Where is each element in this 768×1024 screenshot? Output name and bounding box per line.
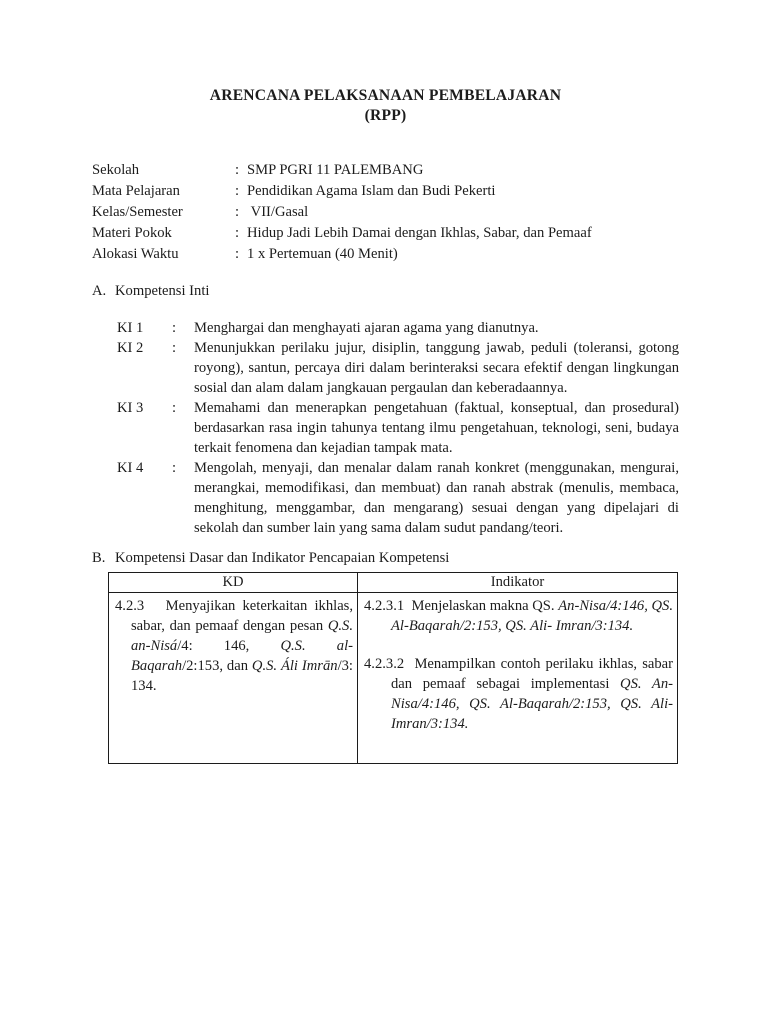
info-value: Hidup Jadi Lebih Damai dengan Ikhlas, Sabar, dan Pemaaf — [247, 225, 592, 241]
info-value: Pendidikan Agama Islam dan Budi Pekerti — [247, 183, 496, 199]
ki-row-1 — [117, 318, 679, 338]
ki-number: KI 1 — [117, 320, 144, 336]
ki-text: Memahami dan menerapkan pengetahuan (faktual, konseptual, dan prosedural) berdasarkan rasa ingin tahunya tentang ilmu pengetahuan, teknologi, seni, budaya terkait fenomena dan kejadian tampak mata. — [194, 400, 679, 456]
section-b-title: Kompetensi Dasar dan Indikator Pencapaian Kompetensi — [115, 550, 450, 566]
info-colon: : — [235, 225, 240, 241]
kd-cell — [109, 593, 358, 764]
ki-row-4 — [117, 458, 679, 538]
indikator-item-4232: 4.2.3.2 Menampilkan contoh perilaku ikhlas, sabar dan pemaaf sebagai implementasi QS. An-Nisa/4:146, QS. Al-Baqarah/2:153, QS. Ali- Imran/3:134. — [364, 656, 673, 732]
ki-number: KI 3 — [117, 400, 144, 416]
info-colon: : — [235, 246, 240, 262]
section-a-marker: A. — [92, 283, 107, 299]
info-colon: : — [235, 162, 240, 178]
section-a-title: Kompetensi Inti — [115, 283, 210, 299]
info-label: Sekolah — [92, 162, 140, 178]
section-b-marker: B. — [92, 550, 106, 566]
document-body — [92, 0, 679, 764]
kd-column-header: KD — [109, 573, 358, 593]
document-info — [92, 160, 679, 265]
info-value: SMP PGRI 11 PALEMBANG — [247, 162, 424, 178]
document-title — [92, 0, 679, 126]
indikator-cell — [358, 593, 678, 764]
ki-text: Menunjukkan perilaku jujur, disiplin, tanggung jawab, peduli (toleransi, gotong royong), santun, percaya diri dalam berinteraksi secara efektif dengan lingkungan sosial dan alam dalam jangkauan pergaulan dan keberadaannya. — [194, 340, 679, 396]
ki-colon: : — [172, 320, 177, 336]
info-label: Mata Pelajaran — [92, 183, 180, 199]
info-label: Materi Pokok — [92, 225, 172, 241]
ki-row-2 — [117, 338, 679, 398]
info-row-sekolah — [92, 160, 679, 181]
kompetensi-inti-list — [117, 318, 679, 538]
indikator-item-4231: 4.2.3.1 Menjelaskan makna QS. An-Nisa/4:146, QS. Al-Baqarah/2:153, QS. Ali- Imran/3:134. — [364, 598, 673, 634]
info-row-mata-pelajaran — [92, 181, 679, 202]
ki-text: Menghargai dan menghayati ajaran agama yang dianutnya. — [194, 320, 539, 336]
info-label: Kelas/Semester — [92, 204, 183, 220]
section-a-heading — [92, 281, 679, 301]
ki-colon: : — [172, 460, 177, 476]
kd-item-423: 4.2.3 Menyajikan keterkaitan ikhlas, sabar, dan pemaaf dengan pesan Q.S. an-Nisá/4: 146, Q.S. al-Baqarah/2:153, dan Q.S. Áli Imrān/3: 134. — [115, 598, 353, 694]
ki-row-3 — [117, 398, 679, 458]
title-line-2: (RPP) — [364, 107, 407, 124]
info-colon: : — [235, 204, 240, 220]
info-value: VII/Gasal — [247, 204, 309, 220]
ki-number: KI 4 — [117, 460, 144, 476]
section-b-heading — [92, 548, 679, 568]
table-row — [109, 593, 678, 764]
info-row-alokasi-waktu — [92, 244, 679, 265]
info-value: 1 x Pertemuan (40 Menit) — [247, 246, 398, 262]
table-header-row — [109, 573, 678, 593]
title-line-1: ARENCANA PELAKSANAAN PEMBELAJARAN — [209, 87, 562, 104]
kd-indikator-table — [108, 572, 678, 764]
ki-colon: : — [172, 400, 177, 416]
ki-text: Mengolah, menyaji, dan menalar dalam ranah konkret (menggunakan, mengurai, merangkai, memodifikasi, dan membuat) dan ranah abstrak (menulis, membaca, menghitung, menggambar, dan mengarang) sesuai dengan yang dipelajari di sekolah dan sumber lain yang sama dalam sudut pandang/teori. — [194, 460, 679, 536]
info-row-kelas-semester — [92, 202, 679, 223]
ki-colon: : — [172, 340, 177, 356]
info-label: Alokasi Waktu — [92, 246, 179, 262]
info-row-materi-pokok — [92, 223, 679, 244]
info-colon: : — [235, 183, 240, 199]
indikator-column-header: Indikator — [358, 573, 678, 593]
ki-number: KI 2 — [117, 340, 144, 356]
